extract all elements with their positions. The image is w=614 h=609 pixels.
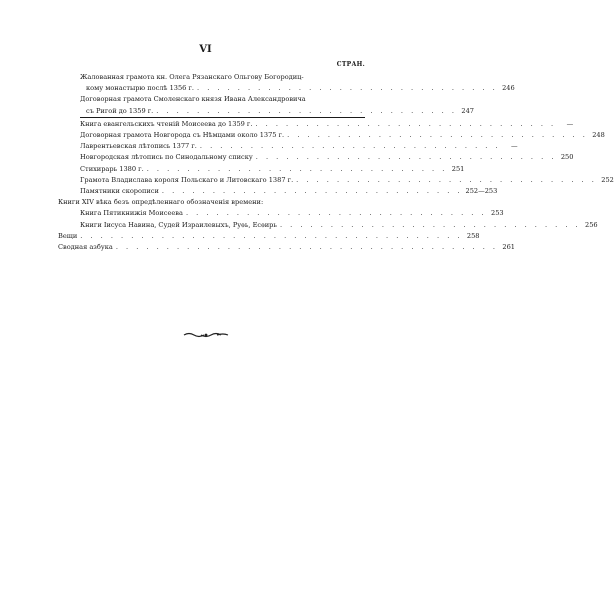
dot-leader: . . . . . . . . . . . . . . . . . . . . . . . . . . . . . . xyxy=(199,142,501,151)
page-column-label: СТРАН. xyxy=(336,61,365,68)
dot-leader: . . . . . . . . . . . . . . . . . . . . . . . . . . . . . . xyxy=(279,220,581,229)
toc-entry-page: 261 xyxy=(502,243,516,252)
toc-section xyxy=(58,197,598,253)
toc-entry-title: Книги Іисуса Навина, Судей Израилевыхъ, Руѳь, Есѳирь xyxy=(80,220,277,229)
dot-leader: . . . . . . . . . . . . . . . . . . . . . . . . . . . . . . xyxy=(185,209,487,218)
toc-entry-page: 248 xyxy=(592,131,605,140)
toc-entry xyxy=(80,164,465,175)
toc-entry-page: 253 xyxy=(491,209,504,218)
toc-entry xyxy=(80,119,574,130)
toc-entry xyxy=(58,220,598,231)
toc-entry-page: 247 xyxy=(461,106,474,115)
toc-entry xyxy=(80,141,518,152)
toc-entry-page: — xyxy=(510,142,518,151)
toc-entry-page: — xyxy=(566,119,574,128)
toc-entry-page: 252—253 xyxy=(465,187,498,196)
toc-entry xyxy=(58,231,480,242)
dot-leader: . . . . . . . . . . . . . . . . . . . . . . . . . . . . . . xyxy=(255,119,557,128)
toc-entry-title: Сводная азбука xyxy=(58,243,113,252)
page-number: VI xyxy=(199,44,212,55)
toc-entry-title-line1: Договорная грамота Смоленскаго князя Ивана Александровича xyxy=(80,95,306,104)
toc-entry-title: Памятники скорописи xyxy=(80,187,159,196)
dot-leader: . . . . . . . . . . . . . . . . . . . . . . . . . . . . . . xyxy=(296,175,597,184)
toc-entry-title: съ Ригой до 1359 г. xyxy=(86,106,154,115)
toc-entry-title: кому монастырю послѣ 1356 г. xyxy=(86,84,195,93)
toc-entry xyxy=(80,186,498,197)
toc-entry-title-line1: Жалованная грамота кн. Олега Рязанскаго Ольгову Богородиц- xyxy=(80,73,304,81)
table-of-contents xyxy=(58,72,614,253)
toc-entry-page: 251 xyxy=(451,164,465,173)
toc-entry-page: 256 xyxy=(585,220,598,229)
toc-entry-title: Вещи xyxy=(58,231,78,240)
dot-leader: . . . . . . . . . . . . . . . . . . . . . . . . . . . . . . xyxy=(287,131,588,140)
toc-entry-title: Книга Пятикнижія Моисеева xyxy=(80,209,183,218)
toc-entry-title: Книга евангельскихъ чтеній Моисеева до 1359 г. xyxy=(80,119,253,128)
dot-leader: . . . . . . . . . . . . . . . . . . . . . . . . . . . . . . xyxy=(255,153,557,162)
toc-entry xyxy=(58,208,504,219)
toc-entry-page: 258 xyxy=(466,231,480,240)
dot-leader: . . . . . . . . . . . . . . . . . . . . . . . . . . . . . . xyxy=(156,106,457,115)
ornament-divider xyxy=(0,323,411,342)
toc-entry-title: Стихирарь 1380 г. xyxy=(80,164,144,173)
toc-entry-page: 250 xyxy=(560,153,574,162)
toc-entry-title: Новгородская лѣтопись по Синодальному списку xyxy=(80,153,253,162)
dot-leader: . . . . . . . . . . . . . . . . . . . . . . . . . . . . . . xyxy=(161,187,463,196)
toc-entry xyxy=(80,94,474,117)
dot-leader: . . . . . . . . . . . . . . . . . . . . . . . . . . . . . . . . . . . . . . xyxy=(80,231,463,240)
toc-entry-page: 252 xyxy=(601,175,614,184)
dot-leader: . . . . . . . . . . . . . . . . . . . . . . . . . . . . . . . . . . . . . . xyxy=(115,243,499,252)
toc-entry xyxy=(80,175,614,186)
dot-leader: . . . . . . . . . . . . . . . . . . . . . . . . . . . . . . xyxy=(197,84,498,93)
toc-entry-title: Договорная грамота Новгорода съ Нѣмцами около 1375 г. xyxy=(80,131,285,140)
toc-entry xyxy=(80,152,574,163)
toc-entry-title: Лаврентьевская лѣтопись 1377 г. xyxy=(80,142,197,151)
toc-section-heading: Книги XIV вѣка безъ опредѣленнаго обозначенія времени: xyxy=(58,198,264,207)
toc-entry xyxy=(58,242,516,253)
toc-entry xyxy=(80,72,515,94)
toc-entry-title: Грамота Владислава короля Польскаго и Литовскаго 1387 г. xyxy=(80,175,294,184)
dot-leader: . . . . . . . . . . . . . . . . . . . . . . . . . . . . . . xyxy=(146,164,448,173)
toc-entry-page: 246 xyxy=(502,84,515,93)
ornament-icon xyxy=(183,332,229,338)
toc-entry xyxy=(80,130,605,141)
